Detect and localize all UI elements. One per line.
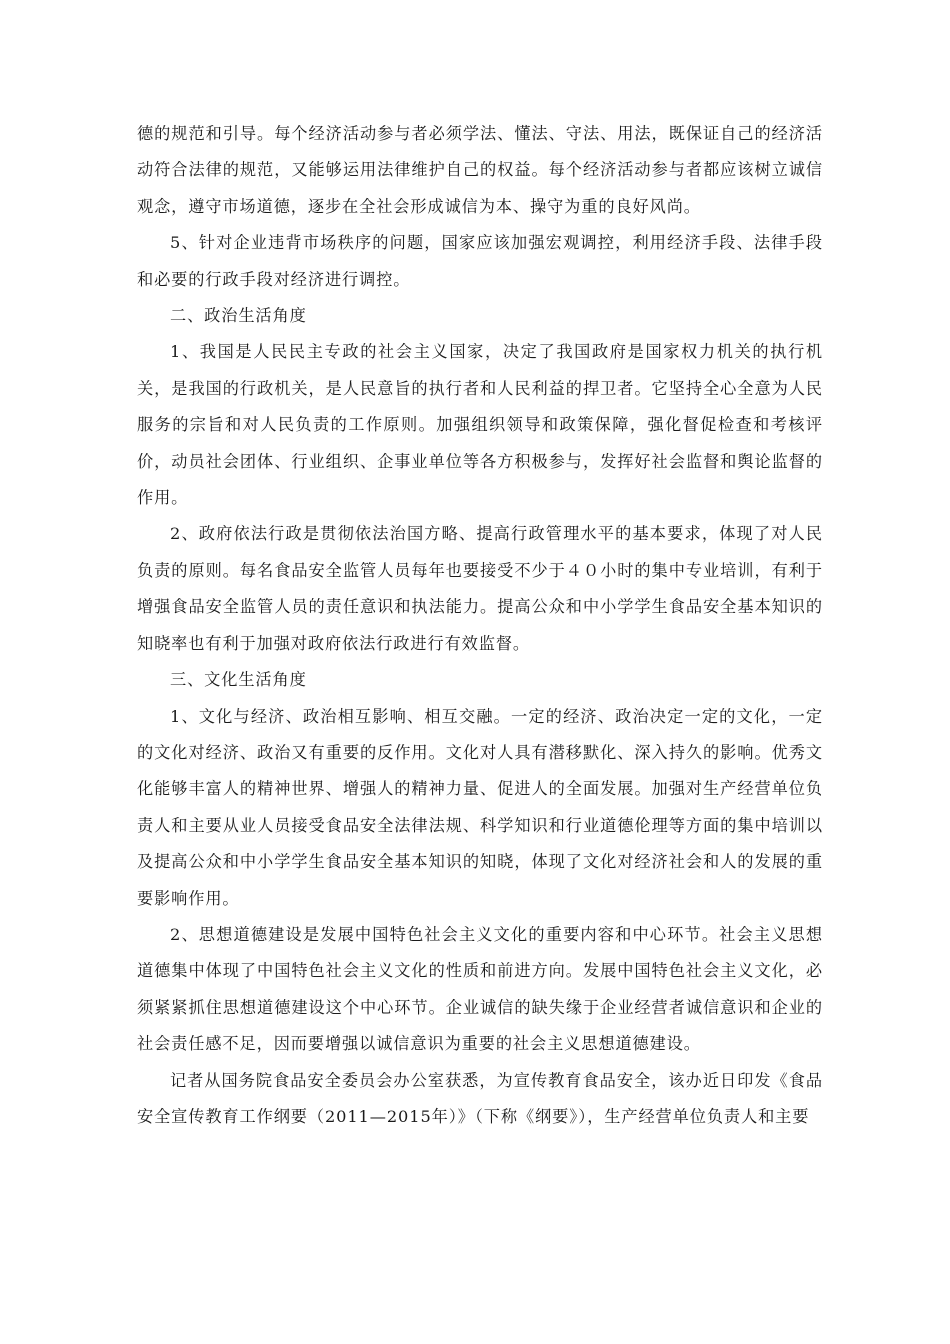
section-heading-political-life: 二、政治生活角度 — [170, 306, 307, 326]
document-body — [137, 116, 823, 1135]
paragraph-news-report: 记者从国务院食品安全委员会办公室获悉，为宣传教育食品安全，该办近日印发《食品安全宣传教育工作纲要（2011—2015年）》（下称《纲要》），生产经营单位负责人和主要 — [137, 1070, 823, 1126]
paragraph-ideological-moral-construction: 2、思想道德建设是发展中国特色社会主义文化的重要内容和中心环节。社会主义思想道德集中体现了中国特色社会主义文化的性质和前进方向。发展中国特色社会主义文化，必须紧紧抓住思想道德建设这个中心环节。企业诚信的缺失缘于企业经营者诚信意识和企业的社会责任感不足，因而要增强以诚信意识为重要的社会主义思想道德建设。 — [137, 924, 823, 1054]
section-heading-cultural-life: 三、文化生活角度 — [170, 670, 307, 690]
paragraph-government-nature: 1、我国是人民民主专政的社会主义国家，决定了我国政府是国家权力机关的执行机关，是我国的行政机关，是人民意旨的执行者和人民利益的捍卫者。它坚持全心全意为人民服务的宗旨和对人民负责的工作原则。加强组织领导和政策保障，强化督促检查和考核评价，动员社会团体、行业组织、企事业单位等各方积极参与，发挥好社会监督和舆论监督的作用。 — [137, 342, 823, 508]
paragraph-culture-economy-politics: 1、文化与经济、政治相互影响、相互交融。一定的经济、政治决定一定的文化，一定的文化对经济、政治又有重要的反作用。文化对人具有潜移默化、深入持久的影响。优秀文化能够丰富人的精神世界、增强人的精神力量、促进人的全面发展。加强对生产经营单位负责人和主要从业人员接受食品安全法律法规、科学知识和行业道德伦理等方面的集中培训以及提高公众和中小学学生食品安全基本知识的知晓，体现了文化对经济社会和人的发展的重要影响作用。 — [137, 706, 823, 908]
paragraph-macro-control: 5、针对企业违背市场秩序的问题，国家应该加强宏观调控，利用经济手段、法律手段和必要的行政手段对经济进行调控。 — [137, 233, 823, 289]
paragraph-economic-law-integrity: 德的规范和引导。每个经济活动参与者必须学法、懂法、守法、用法，既保证自己的经济活动符合法律的规范，又能够运用法律维护自己的权益。每个经济活动参与者都应该树立诚信观念，遵守市场道德，逐步在全社会形成诚信为本、操守为重的良好风尚。 — [137, 124, 823, 216]
paragraph-law-based-administration: 2、政府依法行政是贯彻依法治国方略、提高行政管理水平的基本要求，体现了对人民负责的原则。每名食品安全监管人员每年也要接受不少于４０小时的集中专业培训，有利于增强食品安全监管人员的责任意识和执法能力。提高公众和中小学学生食品安全基本知识的知晓率也有利于加强对政府依法行政进行有效监督。 — [137, 524, 823, 653]
